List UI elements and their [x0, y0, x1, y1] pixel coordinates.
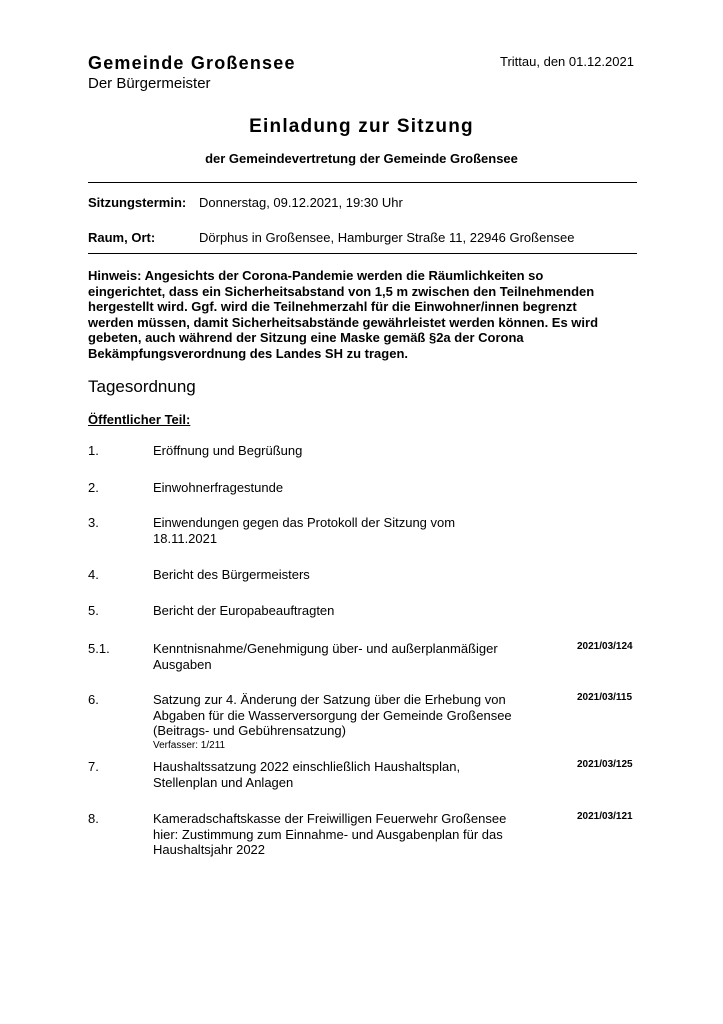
agenda-item-reference: 2021/03/115 — [577, 692, 633, 703]
meeting-date-value: Donnerstag, 09.12.2021, 19:30 Uhr — [199, 195, 403, 210]
agenda-item-text — [153, 641, 553, 672]
agenda-item-text — [153, 692, 553, 753]
agenda-item-line: Satzung zur 4. Änderung der Satzung über die Erhebung von — [153, 692, 506, 707]
agenda-item-number: 2. — [88, 480, 99, 495]
agenda-item-number: 6. — [88, 692, 99, 707]
agenda-item-line: hier: Zustimmung zum Einnahme- und Ausgabenplan für das — [153, 826, 503, 842]
agenda-item-number: 5. — [88, 603, 99, 618]
divider-top — [88, 182, 637, 183]
agenda-item-line: Haushaltsjahr 2022 — [153, 842, 266, 858]
agenda-heading: Tagesordnung — [88, 377, 196, 396]
place-and-date: Trittau, den 01.12.2021 — [500, 54, 634, 69]
agenda-item-number: 1. — [88, 443, 99, 458]
agenda-item-text — [153, 443, 553, 459]
agenda-item-line: Abgaben für die Wasserversorgung der Gemeinde Großensee — [153, 707, 512, 723]
agenda-item-text — [153, 567, 553, 583]
notice-line: Hinweis: Angesichts der Corona-Pandemie werden die Räumlichkeiten so — [88, 268, 544, 283]
public-section-heading: Öffentlicher Teil: — [88, 412, 191, 427]
notice-line: hergestellt wird. Ggf. wird die Teilnehmerzahl für die Einwohner/innen begrenzt — [88, 299, 577, 315]
agenda-item-line: Eröffnung und Begrüßung — [153, 443, 303, 458]
agenda-item-line: Haushaltssatzung 2022 einschließlich Haushaltsplan, — [153, 759, 461, 774]
agenda-item-line: Kameradschaftskasse der Freiwilligen Feuerwehr Großensee — [153, 811, 507, 826]
agenda-item-line: Einwohnerfragestunde — [153, 480, 284, 495]
notice-line: gebeten, auch während der Sitzung eine Maske gemäß §2a der Corona — [88, 330, 524, 346]
agenda-item-number: 7. — [88, 759, 99, 774]
agenda-item-reference: 2021/03/124 — [577, 641, 633, 652]
organization-subtitle: Der Bürgermeister — [88, 75, 211, 92]
agenda-item-line: Bericht des Bürgermeisters — [153, 567, 310, 582]
meeting-date-label: Sitzungstermin: — [88, 195, 187, 210]
agenda-item-number: 8. — [88, 811, 99, 826]
agenda-item-text — [153, 515, 553, 546]
corona-notice — [88, 268, 640, 362]
document-title: Einladung zur Sitzung — [249, 116, 474, 137]
agenda-item-number: 4. — [88, 567, 99, 582]
agenda-item-text — [153, 759, 553, 790]
agenda-item-author: Verfasser: 1/211 — [153, 739, 226, 751]
agenda-item-text — [153, 480, 553, 496]
agenda-item-reference: 2021/03/125 — [577, 759, 633, 770]
agenda-item-number: 5.1. — [88, 641, 110, 656]
organization-name: Gemeinde Großensee — [88, 53, 296, 73]
agenda-item-line: Ausgaben — [153, 656, 212, 672]
agenda-item-line: (Beitrags- und Gebührensatzung) — [153, 723, 346, 739]
divider-bottom — [88, 253, 637, 254]
agenda-item-text — [153, 603, 553, 619]
agenda-item-line: Bericht der Europabeauftragten — [153, 603, 335, 618]
meeting-place-value: Dörphus in Großensee, Hamburger Straße 11, 22946 Großensee — [199, 230, 575, 245]
notice-line: eingerichtet, dass ein Sicherheitsabstand von 1,5 m zwischen den Teilnehmenden — [88, 283, 595, 299]
agenda-item-line: Stellenplan und Anlagen — [153, 774, 294, 790]
agenda-item-reference: 2021/03/121 — [577, 811, 633, 822]
agenda-item-line: Kenntnisnahme/Genehmigung über- und außerplanmäßiger — [153, 641, 498, 656]
agenda-item-number: 3. — [88, 515, 99, 530]
meeting-place-label: Raum, Ort: — [88, 230, 156, 245]
agenda-item-line: Einwendungen gegen das Protokoll der Sitzung vom — [153, 515, 456, 530]
notice-line: werden müssen, damit Sicherheitsabstände gewährleistet werden können. Es wird — [88, 314, 599, 330]
agenda-item-text — [153, 811, 553, 858]
notice-line: Bekämpfungsverordnung des Landes SH zu tragen. — [88, 345, 408, 361]
document-subtitle: der Gemeindevertretung der Gemeinde Großensee — [205, 151, 518, 166]
agenda-item-line: 18.11.2021 — [153, 530, 218, 546]
